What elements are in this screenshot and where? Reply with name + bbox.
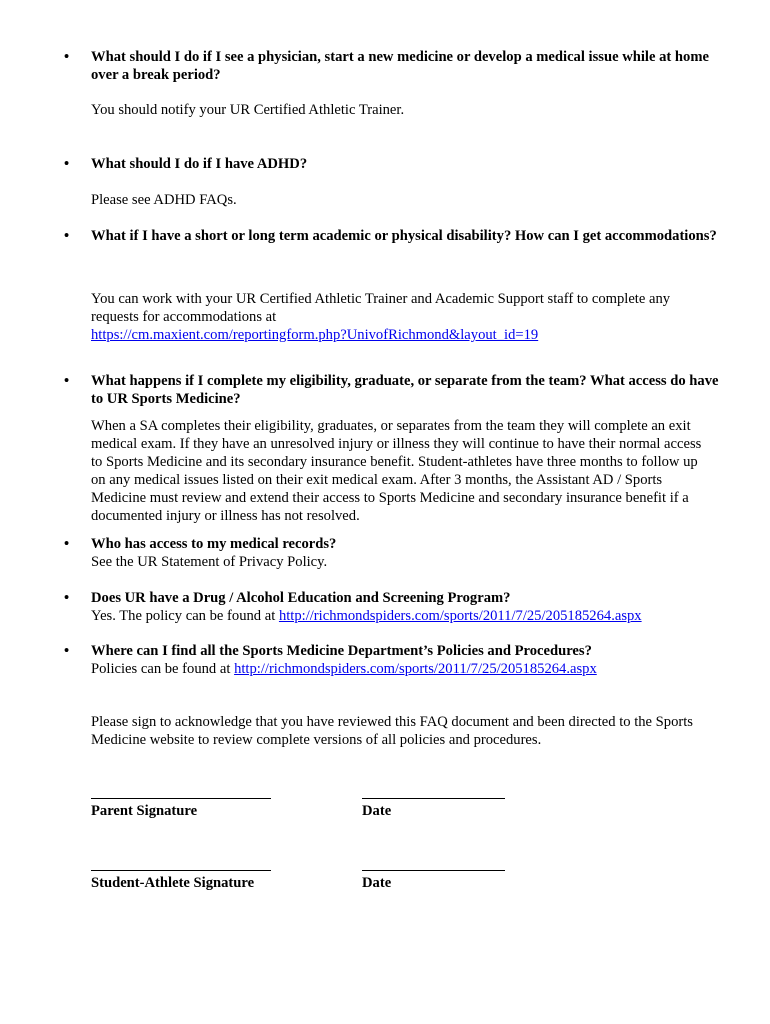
faq-answer-text: You can work with your UR Certified Athletic Trainer and Academic Support staff to complete any requests for accommodations at bbox=[91, 291, 671, 325]
parent-date-label: Date bbox=[362, 803, 392, 819]
faq-question: What should I do if I see a physician, start a new medicine or develop a medical issue while at home over a break period? bbox=[91, 49, 709, 83]
faq-question: Does UR have a Drug / Alcohol Education and Screening Program? bbox=[91, 590, 511, 606]
faq-answer-text: Policies can be found at bbox=[91, 661, 231, 677]
bullet: • bbox=[64, 228, 70, 244]
faq-answer: When a SA completes their eligibility, graduates, or separates from the team they will complete an exit medical exam. If they have an unresolved injury or illness they will continue to have their normal access to Sports Medicine and its secondary insurance benefit. Student-athletes have three months to follow up on any medical issues listed on their exit medical exam. After 3 months, the Assistant AD / Sports Medicine must review and extend their access to Sports Medicine and secondary insurance benefit if a documented injury or illness has not resolved. bbox=[91, 418, 702, 524]
bullet: • bbox=[64, 156, 70, 172]
student-date-line[interactable] bbox=[362, 870, 505, 871]
faq-answer bbox=[91, 660, 731, 678]
bullet: • bbox=[64, 590, 70, 606]
faq-question: What happens if I complete my eligibility, graduate, or separate from the team? What access do have to UR Sports Medicine? bbox=[91, 373, 719, 407]
student-signature-label: Student-Athlete Signature bbox=[91, 875, 255, 891]
bullet: • bbox=[64, 49, 70, 65]
parent-date-line[interactable] bbox=[362, 798, 505, 799]
policies-link[interactable]: http://richmondspiders.com/sports/2011/7/25/205185264.aspx bbox=[234, 661, 597, 677]
parent-signature-label: Parent Signature bbox=[91, 803, 198, 819]
faq-answer bbox=[91, 607, 731, 625]
drug-policy-link[interactable]: http://richmondspiders.com/sports/2011/7/25/205185264.aspx bbox=[278, 608, 642, 624]
faq-answer: See the UR Statement of Privacy Policy. bbox=[91, 554, 328, 570]
bullet: • bbox=[64, 373, 70, 389]
faq-question: What if I have a short or long term academic or physical disability? How can I get accommodations? bbox=[91, 228, 717, 244]
student-signature-line[interactable] bbox=[91, 870, 271, 871]
faq-answer: Please see ADHD FAQs. bbox=[91, 192, 237, 208]
bullet: • bbox=[64, 536, 70, 552]
faq-answer-text: Yes. The policy can be found at bbox=[91, 608, 276, 624]
acknowledgement-text: Please sign to acknowledge that you have reviewed this FAQ document and been directed to the Sports Medicine website to review complete versions of all policies and procedures. bbox=[91, 714, 693, 748]
parent-signature-line[interactable] bbox=[91, 798, 271, 799]
faq-answer bbox=[91, 290, 711, 344]
faq-question: Where can I find all the Sports Medicine Department’s Policies and Procedures? bbox=[91, 643, 592, 659]
faq-answer: You should notify your UR Certified Athletic Trainer. bbox=[91, 102, 405, 118]
bullet: • bbox=[64, 643, 70, 659]
student-date-label: Date bbox=[362, 875, 392, 891]
accommodations-form-link[interactable]: https://cm.maxient.com/reportingform.php?UnivofRichmond&layout_id=19 bbox=[91, 327, 539, 343]
faq-question: Who has access to my medical records? bbox=[91, 536, 337, 552]
faq-question: What should I do if I have ADHD? bbox=[91, 156, 308, 172]
